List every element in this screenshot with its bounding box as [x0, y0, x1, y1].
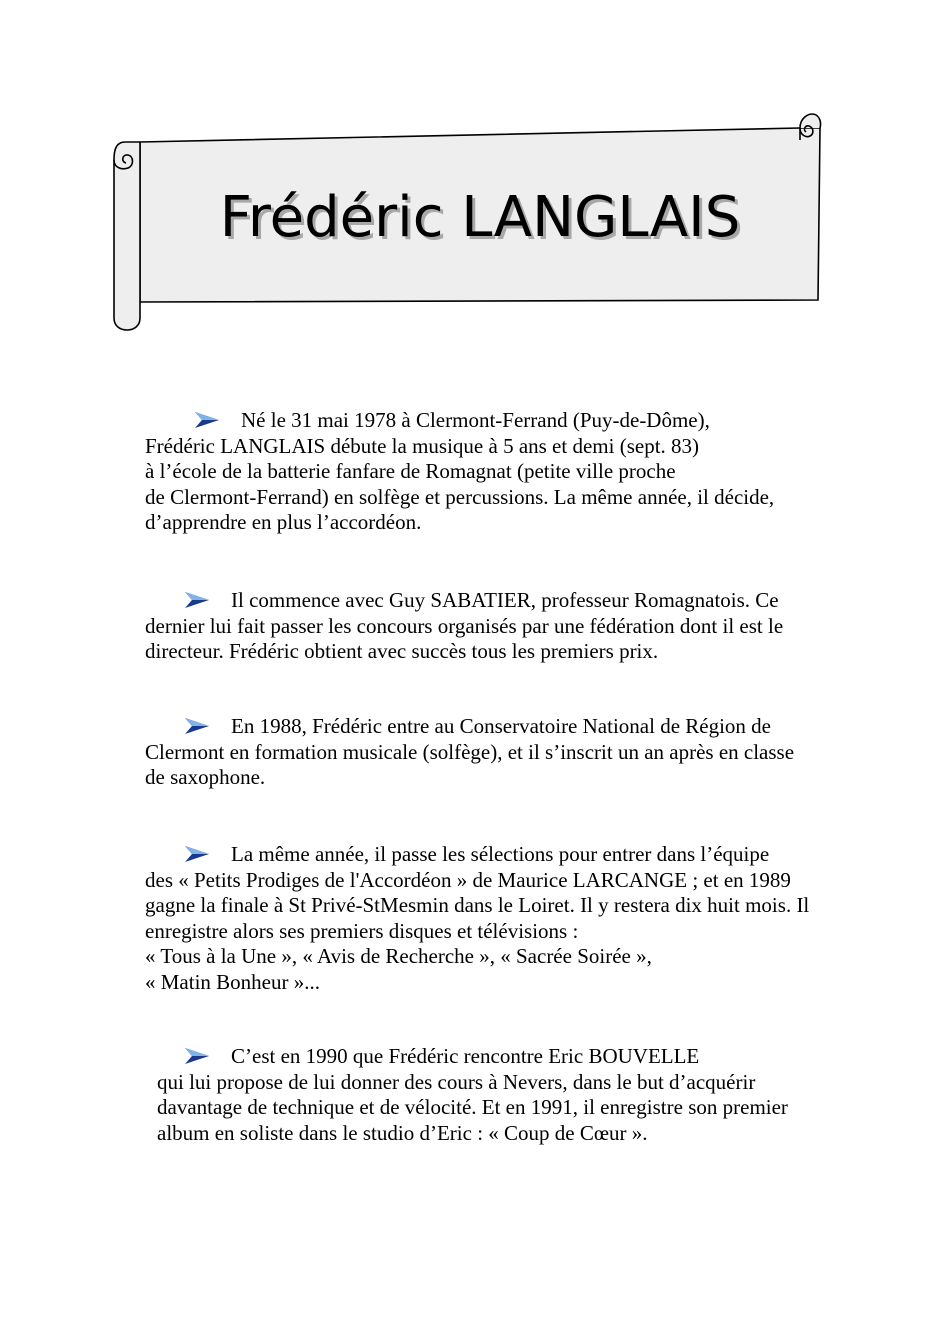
arrow-bullet-icon	[185, 1048, 209, 1064]
paragraph-line: de Clermont-Ferrand) en solfège et percussions. La même année, il décide,	[145, 484, 775, 509]
paragraph-line: de saxophone.	[145, 765, 266, 789]
paragraph-line: Clermont en formation musicale (solfège), et il s’inscrit un an après en classe	[145, 739, 795, 764]
paragraph-text: C’est en 1990 que Frédéric rencontre Eric BOUVELLE	[231, 1044, 700, 1068]
paragraph-text: Né le 31 mai 1978 à Clermont-Ferrand (Puy-de-Dôme),	[241, 408, 710, 432]
paragraph-line: davantage de technique et de vélocité. Et en 1991, il enregistre son premier	[157, 1095, 788, 1119]
paragraph-line	[145, 714, 794, 740]
paragraph-text: Il commence avec Guy SABATIER, professeur Romagnatois. Ce	[231, 588, 779, 612]
paragraph-line: à l’école de la batterie fanfare de Romagnat (petite ville proche	[145, 459, 676, 483]
paragraph-line: enregistre alors ses premiers disques et télévisions :	[145, 918, 579, 943]
paragraph-line	[145, 588, 783, 614]
arrow-bullet-icon	[185, 718, 209, 734]
paragraph-line: des « Petits Prodiges de l'Accordéon » de Maurice LARCANGE ; et en 1989	[145, 867, 791, 892]
paragraph-conservatoire	[145, 714, 794, 791]
paragraph-petits-prodiges	[145, 842, 809, 995]
page-title: Frédéric LANGLAIS	[219, 185, 741, 250]
paragraph-line: album en soliste dans le studio d’Eric : « Coup de Cœur ».	[157, 1120, 648, 1145]
paragraph-line	[145, 408, 774, 434]
title-scroll-banner	[0, 0, 940, 340]
paragraph-text: En 1988, Frédéric entre au Conservatoire National de Région de	[231, 714, 771, 738]
paragraph-line	[145, 842, 809, 868]
paragraph-line: d’apprendre en plus l’accordéon.	[145, 510, 422, 534]
paragraph-sabatier	[145, 588, 783, 665]
paragraph-line: qui lui propose de lui donner des cours à Nevers, dans le but d’acquérir	[157, 1069, 756, 1094]
paragraph-line	[157, 1044, 788, 1070]
paragraph-bouvelle	[157, 1044, 788, 1146]
paragraph-birth	[145, 408, 774, 536]
paragraph-line: Frédéric LANGLAIS débute la musique à 5 ans et demi (sept. 83)	[145, 433, 700, 458]
arrow-bullet-icon	[185, 846, 209, 862]
paragraph-line: gagne la finale à St Privé-StMesmin dans le Loiret. Il y restera dix huit mois. Il	[145, 893, 810, 917]
paragraph-text: La même année, il passe les sélections pour entrer dans l’équipe	[231, 842, 770, 866]
paragraph-line: « Tous à la Une », « Avis de Recherche », « Sacrée Soirée »,	[145, 944, 652, 968]
paragraph-line: dernier lui fait passer les concours organisés par une fédération dont il est le	[145, 613, 784, 638]
paragraph-line: directeur. Frédéric obtient avec succès tous les premiers prix.	[145, 639, 659, 663]
paragraph-line: « Matin Bonheur »...	[145, 969, 320, 994]
arrow-bullet-icon	[185, 592, 209, 608]
arrow-bullet-icon	[195, 412, 219, 428]
